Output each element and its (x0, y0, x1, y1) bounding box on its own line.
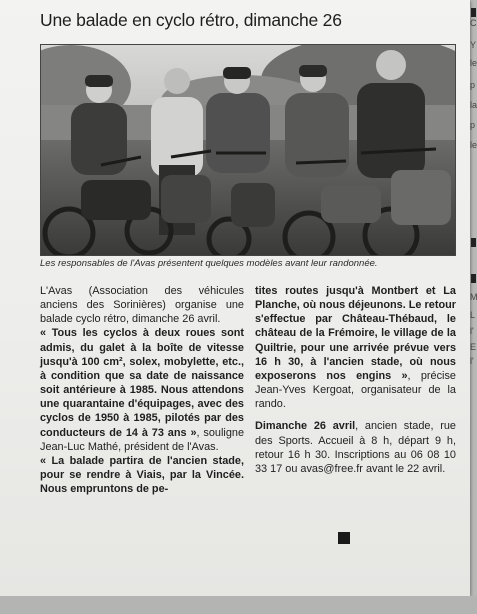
column-paragraph (40, 326, 244, 453)
edge-text: L (470, 310, 476, 320)
column-paragraph (255, 284, 456, 411)
article-column-left (40, 284, 244, 496)
article-column-right (255, 284, 456, 476)
edge-text: l' (470, 326, 474, 336)
edge-bullet (471, 238, 476, 247)
end-of-article-square (338, 532, 350, 544)
edge-text: le (470, 140, 477, 150)
info-date: Dimanche 26 avril (255, 420, 356, 433)
attribution-text: , souligne Jean-Luc Mathé, président de l'Avas. (40, 426, 244, 453)
practical-info (255, 419, 456, 476)
edge-text: E (470, 342, 477, 352)
attribution-text: , précise Jean-Yves Kergoat, organisateur de la rando. (255, 369, 456, 411)
article-headline: Une balade en cyclo rétro, dimanche 26 (40, 10, 342, 30)
edge-bullet (471, 8, 476, 17)
column-paragraph (40, 284, 244, 326)
article-photo (40, 44, 456, 256)
edge-text: p (470, 120, 476, 130)
intro-text: L'Avas (Association des véhicules anciens des Sorinières) organise une balade cyclo rétro, dimanche 26 avril. (40, 285, 244, 326)
column-paragraph (40, 454, 244, 496)
edge-text: la (470, 100, 477, 110)
page-fold-edge (0, 596, 477, 614)
quote-text: tites routes jusqu'à Montbert et La Planche, où nous déjeunons. Le retour s'effectue par Château-Thébaud, le château de la Frémoire, le village de la Quiltrie, pour une arrivée prévue vers 16 h 30, à l'ancien stade, où nous exposerons nos engins » (255, 285, 456, 382)
photo-caption: Les responsables de l'Avas présentent quelques modèles avant leur randonnée. (40, 258, 378, 269)
edge-bullet (471, 274, 476, 283)
quote-text: « Tous les cyclos à deux roues sont admis, du galet à la boîte de vitesse jusqu'à 100 cm², solex, mobylette, etc., à condition que sa date de naissance soit antérieure à 1985. Nous attendons une quarantaine d'équipages, avec des cyclos de 1950 à 1985, pilotés par des conducteurs de 14 à 73 ans » (40, 327, 244, 439)
info-details: , ancien stade, rue des Sports. Accueil à 8 h, départ 9 h, retour 16 h 30. Inscriptions au 06 08 10 33 17 ou avas@free.fr avant le 22 avril. (255, 420, 456, 475)
quote-text: « La balade partira de l'ancien stade, pour se rendre à Viais, par la Vincée. Nous empruntons de pe- (40, 454, 244, 496)
edge-text: le (470, 58, 477, 68)
edge-text: Y (470, 40, 477, 50)
edge-text: p (470, 80, 476, 90)
edge-text: l' (470, 356, 474, 366)
photo-image (41, 45, 455, 255)
edge-text: C (470, 18, 477, 28)
edge-text: M (470, 292, 477, 302)
